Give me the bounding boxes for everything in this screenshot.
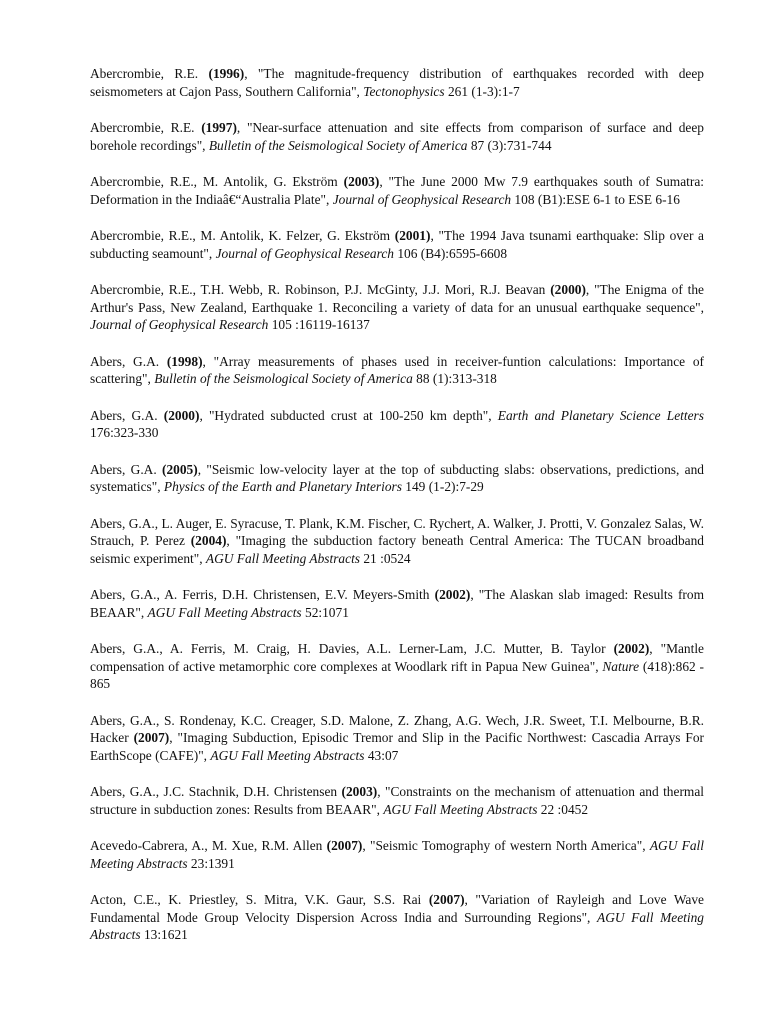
reference-year: (2004) (190, 533, 227, 548)
reference-journal: AGU Fall Meeting Abstracts (205, 550, 361, 566)
reference-details: 149 (1-2):7-29 (401, 479, 484, 494)
reference-details: 52:1071 (301, 604, 349, 620)
reference-authors: Abers, G.A., S. Rondenay, K.C. Creager, S.D. Malone, Z. Zhang, A.G. Wech, J.R. Sweet, T.I. Melbourne, B.R. Hacker (90, 712, 704, 745)
reference-year: (2003) (343, 174, 380, 189)
reference-entry (90, 407, 704, 442)
reference-title: , "Hydrated subducted crust at 100-250 km depth", (199, 407, 498, 423)
reference-details: 106 (B4):6595-6608 (393, 245, 508, 261)
reference-authors: Abers, G.A. (90, 407, 158, 423)
reference-authors: Abers, G.A., L. Auger, E. Syracuse, T. Plank, K.M. Fischer, C. Rychert, A. Walker, J. Protti, V. Gonzalez Salas, W. Strauch, P. Perez (90, 515, 704, 548)
reference-authors: Abercrombie, R.E., M. Antolik, G. Ekström (90, 174, 338, 189)
reference-authors: Acton, C.E., K. Priestley, S. Mitra, V.K. Gaur, S.S. Rai (90, 892, 422, 907)
reference-entry (90, 712, 704, 765)
reference-title: , "Imaging Subduction, Episodic Tremor and Slip in the Pacific Northwest: Cascadia Arrays For EarthScope (CAFE)", (90, 730, 704, 763)
reference-entry (90, 65, 704, 100)
reference-details: 23:1391 (187, 855, 235, 871)
reference-title: , "The Alaskan slab imaged: Results from BEAAR", (90, 587, 704, 620)
reference-year: (2005) (162, 461, 198, 477)
reference-authors: Acevedo-Cabrera, A., M. Xue, R.M. Allen (90, 838, 323, 853)
reference-title: , "The magnitude-frequency distribution of earthquakes recorded with deep seismometers at Cajon Pass, Southern California", (90, 66, 704, 99)
reference-entry (90, 173, 704, 208)
reference-year: (1997) (201, 120, 237, 135)
reference-journal: Nature (602, 658, 640, 674)
reference-year: (2007) (133, 730, 170, 745)
reference-entry (90, 586, 704, 621)
reference-year: (2003) (341, 784, 378, 799)
reference-journal: AGU Fall Meeting Abstracts (90, 838, 704, 871)
reference-journal: AGU Fall Meeting Abstracts (210, 747, 365, 763)
reference-details: 87 (3):731-744 (467, 137, 552, 153)
reference-details: 105 :16119-16137 (268, 317, 370, 332)
reference-year: (1996) (208, 66, 245, 81)
reference-title: , "Constraints on the mechanism of attenuation and thermal structure in subduction zones: Results from BEAAR", (90, 784, 704, 817)
reference-entry (90, 891, 704, 944)
reference-year: (2007) (326, 838, 363, 853)
reference-year: (2002) (613, 641, 650, 656)
reference-authors: Abers, G.A., A. Ferris, D.H. Christensen, E.V. Meyers-Smith (90, 587, 430, 602)
reference-list (90, 65, 704, 963)
reference-authors: Abercrombie, R.E., M. Antolik, K. Felzer, G. Ekström (90, 228, 391, 243)
reference-details: (418):862 - 865 (90, 658, 705, 691)
reference-journal: Physics of the Earth and Planetary Interiors (163, 479, 402, 494)
reference-journal: Earth and Planetary Science Letters (497, 407, 704, 423)
reference-details: 22 :0452 (537, 801, 589, 817)
reference-journal: Bulletin of the Seismological Society of America (154, 371, 413, 386)
reference-journal: Journal of Geophysical Research (90, 317, 269, 332)
reference-authors: Abers, G.A., J.C. Stachnik, D.H. Christensen (90, 784, 338, 799)
reference-entry (90, 119, 704, 154)
reference-entry (90, 837, 704, 872)
reference-details: 176:323-330 (90, 425, 159, 440)
reference-journal: AGU Fall Meeting Abstracts (90, 909, 704, 942)
reference-details: 43:07 (364, 747, 399, 763)
reference-entry (90, 461, 704, 496)
reference-journal: Journal of Geophysical Research (332, 191, 512, 207)
reference-authors: Abercrombie, R.E., T.H. Webb, R. Robinson, P.J. McGinty, J.J. Mori, R.J. Beavan (90, 282, 546, 297)
reference-title: , "The June 2000 Mw 7.9 earthquakes south of Sumatra: Deformation in the Indiaâ€“Australia Plate", (90, 174, 704, 207)
reference-entry (90, 227, 704, 262)
reference-title: , "The 1994 Java tsunami earthquake: Slip over a subducting seamount", (90, 228, 704, 261)
reference-authors: Abercrombie, R.E. (90, 120, 195, 135)
reference-authors: Abers, G.A., A. Ferris, M. Craig, H. Davies, A.L. Lerner-Lam, J.C. Mutter, B. Taylor (90, 641, 606, 656)
reference-title: , "Array measurements of phases used in receiver-funtion calculations: Importance of scattering", (90, 353, 704, 386)
reference-authors: Abers, G.A. (90, 461, 157, 477)
reference-authors: Abers, G.A. (90, 353, 160, 369)
reference-details: 108 (B1):ESE 6-1 to ESE 6-16 (511, 191, 680, 207)
reference-entry (90, 640, 704, 693)
reference-year: (2002) (434, 587, 471, 602)
reference-title: , "Imaging the subduction factory beneath Central America: The TUCAN broadband seismic experiment", (90, 533, 704, 566)
reference-title: , "Seismic low-velocity layer at the top of subducting slabs: observations, predictions, and systematics", (90, 461, 704, 494)
reference-details: 13:1621 (140, 927, 188, 942)
reference-journal: AGU Fall Meeting Abstracts (147, 604, 302, 620)
reference-details: 261 (1-3):1-7 (444, 83, 520, 99)
reference-year: (2001) (394, 228, 431, 243)
reference-journal: Journal of Geophysical Research (215, 245, 394, 261)
reference-entry (90, 353, 704, 388)
reference-year: (2000) (550, 282, 586, 297)
reference-journal: AGU Fall Meeting Abstracts (383, 801, 538, 817)
reference-title: , "Mantle compensation of active metamorphic core complexes at Woodlark rift in Papua New Guinea", (90, 641, 704, 674)
reference-journal: Tectonophysics (363, 83, 445, 99)
reference-entry (90, 783, 704, 818)
reference-details: 88 (1):313-318 (412, 371, 497, 386)
reference-title: , "Near-surface attenuation and site effects from comparison of surface and deep borehole recordings", (90, 120, 704, 153)
reference-year: (2000) (163, 407, 200, 423)
reference-year: (1998) (166, 353, 203, 369)
reference-authors: Abercrombie, R.E. (90, 66, 199, 81)
reference-title: , "Variation of Rayleigh and Love Wave Fundamental Mode Group Velocity Dispersion Across India and Surrounding Regions", (90, 892, 704, 925)
reference-entry (90, 281, 704, 334)
reference-details: 21 :0524 (360, 550, 411, 566)
reference-title: , "Seismic Tomography of western North America", (362, 838, 650, 853)
reference-journal: Bulletin of the Seismological Society of America (208, 137, 468, 153)
reference-year: (2007) (428, 892, 465, 907)
reference-title: , "The Enigma of the Arthur's Pass, New Zealand, Earthquake 1. Reconciling a variety of data for an unusual earthquake sequence", (90, 282, 704, 315)
reference-entry (90, 515, 704, 568)
